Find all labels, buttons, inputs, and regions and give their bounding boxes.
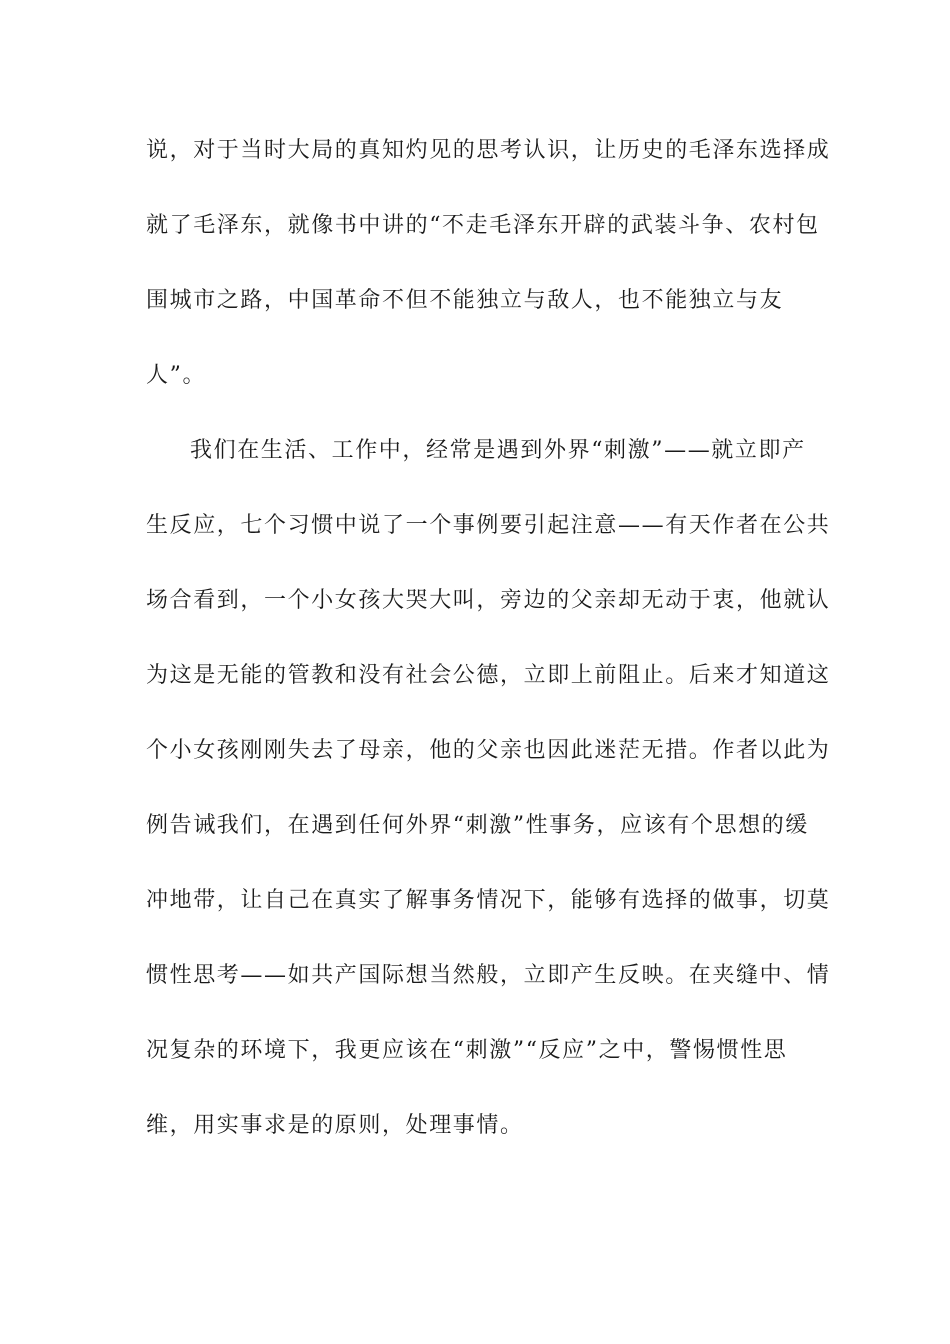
paragraph-2-line-4: 为这是无能的管教和没有社会公德，立即上前阻止。后来才知道这 (146, 663, 831, 688)
paragraph-2-line-1: 我们在生活、工作中，经常是遇到外界“刺激”——就立即产 (190, 438, 806, 463)
paragraph-2-line-9: 况复杂的环境下，我更应该在“刺激”“反应”之中，警惕惯性思 (146, 1038, 788, 1063)
paragraph-1-line-4: 人”。 (146, 363, 207, 388)
paragraph-1-line-1: 说，对于当时大局的真知灼见的思考认识，让历史的毛泽东选择成 (146, 138, 831, 163)
paragraph-1-line-2: 就了毛泽东，就像书中讲的“不走毛泽东开辟的武装斗争、农村包 (146, 213, 820, 238)
paragraph-2-line-3: 场合看到，一个小女孩大哭大叫，旁边的父亲却无动于衷，他就认 (146, 588, 831, 613)
paragraph-2-line-8: 惯性思考——如共产国际想当然般，立即产生反映。在夹缝中、情 (146, 963, 831, 988)
paragraph-2-line-5: 个小女孩刚刚失去了母亲，他的父亲也因此迷茫无措。作者以此为 (146, 738, 831, 763)
paragraph-2-line-6: 例告诫我们，在遇到任何外界“刺激”性事务，应该有个思想的缓 (146, 813, 809, 838)
paragraph-2-line-10: 维，用实事求是的原则，处理事情。 (146, 1113, 524, 1138)
paragraph-2-line-2: 生反应，七个习惯中说了一个事例要引起注意——有天作者在公共 (146, 513, 831, 538)
paragraph-1-line-3: 围城市之路，中国革命不但不能独立与敌人，也不能独立与友 (146, 288, 784, 313)
paragraph-2-line-7: 冲地带，让自己在真实了解事务情况下，能够有选择的做事，切莫 (146, 888, 831, 913)
